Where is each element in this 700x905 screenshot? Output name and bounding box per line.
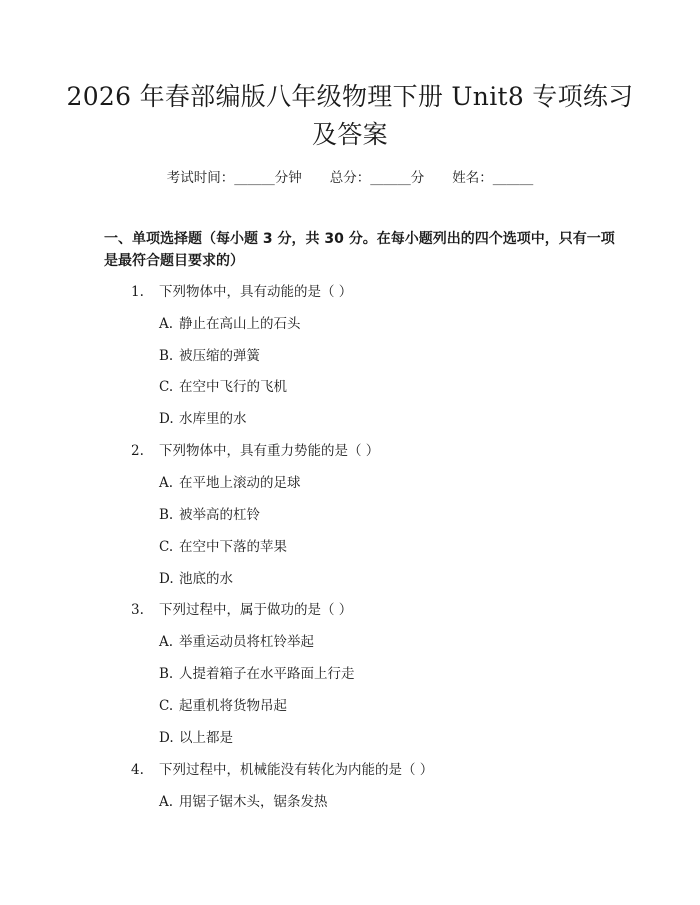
option-letter: D. [159, 730, 174, 746]
option-text: 在平地上滚动的足球 [179, 475, 301, 491]
question-2-option-b [159, 505, 260, 525]
question-4-option-a [159, 792, 328, 812]
question-number: 1. [131, 284, 144, 300]
question-2-option-c [159, 537, 287, 557]
option-letter: A. [159, 794, 174, 810]
option-text: 池底的水 [179, 571, 233, 587]
option-letter: A. [159, 316, 174, 332]
question-1-option-c [159, 377, 287, 397]
question-text: 下列物体中，具有重力势能的是（ ） [159, 443, 380, 459]
question-number: 2. [131, 443, 144, 459]
question-1-option-b [159, 346, 260, 366]
option-text: 用锯子锯木头，锯条发热 [179, 794, 328, 810]
question-3-option-c [159, 696, 287, 716]
question-1-option-a [159, 314, 301, 334]
question-3 [131, 600, 352, 620]
question-3-option-a [159, 632, 314, 652]
question-2-option-a [159, 473, 301, 493]
option-letter: C. [159, 379, 174, 395]
option-text: 被举高的杠铃 [179, 507, 260, 523]
document-title: 2026 年春部编版八年级物理下册 Unit8 专项练习及答案 [66, 82, 634, 149]
option-text: 以上都是 [179, 730, 233, 746]
question-1-option-d [159, 409, 247, 429]
exam-meta-line [0, 168, 700, 188]
student-name-field: 姓名：______ [452, 170, 534, 186]
option-letter: C. [159, 698, 174, 714]
option-text: 人提着箱子在水平路面上行走 [179, 666, 355, 682]
question-2 [131, 441, 379, 461]
option-text: 水库里的水 [179, 411, 247, 427]
option-text: 静止在高山上的石头 [179, 316, 301, 332]
question-1 [131, 282, 352, 302]
option-text: 在空中下落的苹果 [179, 539, 287, 555]
option-letter: B. [159, 348, 174, 364]
question-4 [131, 760, 433, 780]
option-letter: B. [159, 666, 174, 682]
question-text: 下列物体中，具有动能的是（ ） [159, 284, 353, 300]
option-text: 在空中飞行的飞机 [179, 379, 287, 395]
question-3-option-b [159, 664, 355, 684]
option-letter: A. [159, 634, 174, 650]
option-letter: C. [159, 539, 174, 555]
question-number: 4. [131, 762, 144, 778]
option-letter: D. [159, 411, 174, 427]
section-heading: 一、单项选择题（每小题 3 分，共 30 分。在每小题列出的四个选项中，只有一项是最符合题目要求的） [104, 231, 615, 269]
option-text: 被压缩的弹簧 [179, 348, 260, 364]
total-score-field: 总分：______分 [329, 170, 425, 186]
option-text: 举重运动员将杠铃举起 [179, 634, 314, 650]
question-2-option-d [159, 569, 233, 589]
option-text: 起重机将货物吊起 [179, 698, 287, 714]
option-letter: D. [159, 571, 174, 587]
question-text: 下列过程中，属于做功的是（ ） [159, 602, 353, 618]
question-text: 下列过程中，机械能没有转化为内能的是（ ） [159, 762, 434, 778]
option-letter: A. [159, 475, 174, 491]
question-3-option-d [159, 728, 233, 748]
exam-time-field: 考试时间：______分钟 [166, 170, 302, 186]
question-number: 3. [131, 602, 144, 618]
option-letter: B. [159, 507, 174, 523]
